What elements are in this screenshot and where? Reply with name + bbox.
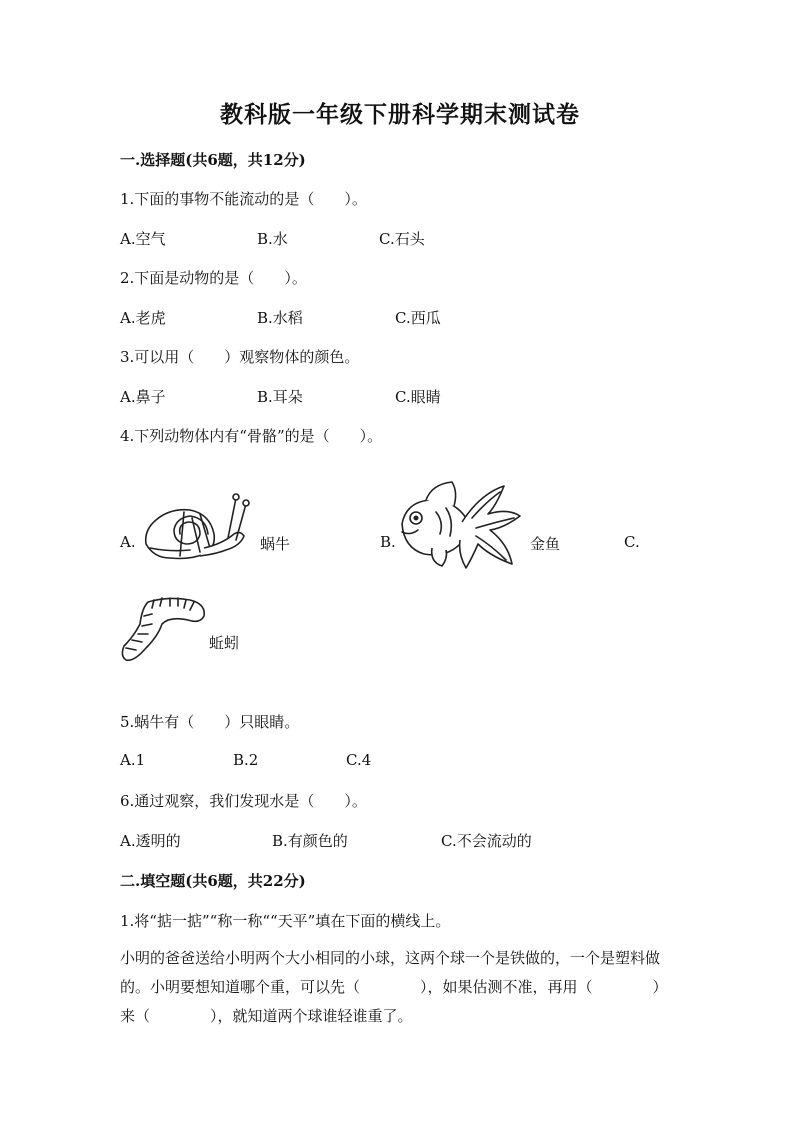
section-2-heading: 二.填空题(共6题，共22分) xyxy=(120,872,306,890)
q4-option-a: A. xyxy=(120,533,136,551)
fill-question-1: 1.将“掂一掂”“称一称““天平”填在下面的横线上。 xyxy=(120,912,451,930)
question-4: 4.下列动物体内有“骨骼”的是（ ）。 xyxy=(120,427,383,445)
fill-question-1-paragraph: 小明的爸爸送给小明两个大小相同的小球，这两个球一个是铁做的，一个是塑料做的。小明要想知道哪个重，可以先（ ），如果估测不准，再用（ ）来（ ），就知道两个球谁轻谁重了。 xyxy=(120,949,668,1025)
question-6: 6.通过观察，我们发现水是（ ）。 xyxy=(120,792,367,810)
question-1: 1.下面的事物不能流动的是（ ）。 xyxy=(120,190,367,208)
question-5: 5.蜗牛有（ ）只眼睛。 xyxy=(120,713,300,731)
q4-option-c: C. xyxy=(624,533,640,551)
snail-label: 蜗牛 xyxy=(260,535,291,553)
q1-option-b: B.水 xyxy=(257,230,288,248)
question-3: 3.可以用（ ）观察物体的颜色。 xyxy=(120,348,360,366)
q6-option-b: B.有颜色的 xyxy=(272,832,348,850)
q6-option-c: C.不会流动的 xyxy=(441,832,532,850)
q5-option-c: C.4 xyxy=(346,751,372,769)
q2-option-a: A.老虎 xyxy=(120,309,166,327)
q5-option-b: B.2 xyxy=(233,751,259,769)
q5-option-a: A.1 xyxy=(120,751,146,769)
snail-image xyxy=(140,488,250,564)
q2-option-c: C.西瓜 xyxy=(395,309,441,327)
goldfish-label: 金鱼 xyxy=(530,535,561,553)
q2-option-b: B.水稻 xyxy=(257,309,303,327)
q6-option-a: A.透明的 xyxy=(120,832,181,850)
earthworm-label: 蚯蚓 xyxy=(209,634,240,652)
q1-option-c: C.石头 xyxy=(379,230,425,248)
earthworm-image xyxy=(118,594,210,668)
q3-option-b: B.耳朵 xyxy=(257,388,303,406)
page-title: 教科版一年级下册科学期末测试卷 xyxy=(220,101,580,128)
q3-option-c: C.眼睛 xyxy=(395,388,441,406)
section-1-heading: 一.选择题(共6题，共12分) xyxy=(120,151,306,169)
question-2: 2.下面是动物的是（ ）。 xyxy=(120,269,307,287)
q3-option-a: A.鼻子 xyxy=(120,388,166,406)
q4-option-b: B. xyxy=(380,533,396,551)
q1-option-a: A.空气 xyxy=(120,230,166,248)
goldfish-image xyxy=(396,478,522,570)
